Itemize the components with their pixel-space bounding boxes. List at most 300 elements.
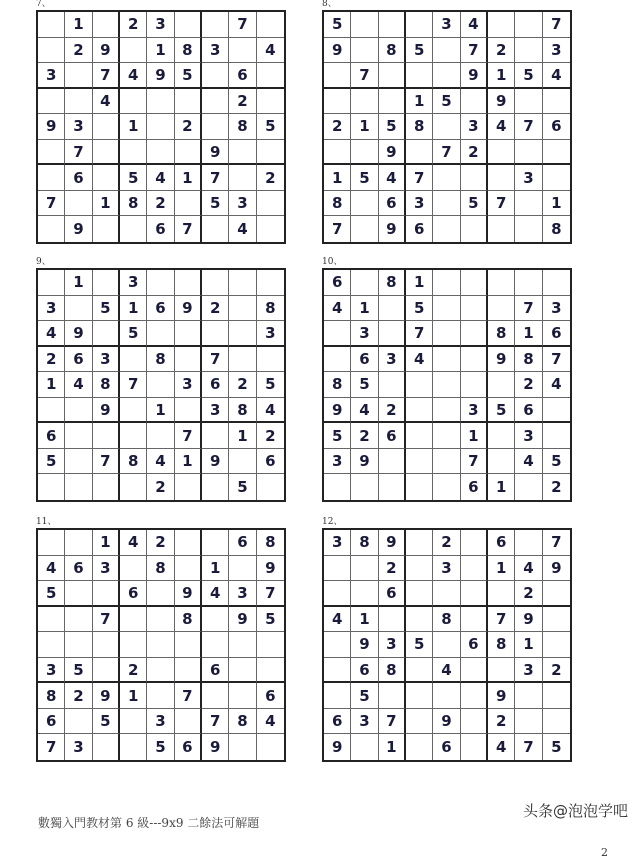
sudoku-cell xyxy=(324,474,351,500)
sudoku-cell xyxy=(229,556,256,582)
sudoku-cell: 8 xyxy=(488,632,515,658)
sudoku-cell xyxy=(543,423,570,449)
sudoku-cell xyxy=(229,734,256,760)
sudoku-grid xyxy=(36,268,286,502)
sudoku-cell: 3 xyxy=(93,556,120,582)
sudoku-cell xyxy=(406,423,433,449)
sudoku-cell xyxy=(120,140,147,166)
sudoku-cell xyxy=(461,321,488,347)
sudoku-cell xyxy=(120,632,147,658)
sudoku-cell xyxy=(147,372,174,398)
sudoku-cell: 9 xyxy=(175,581,202,607)
sudoku-cell xyxy=(406,372,433,398)
sudoku-cell xyxy=(93,165,120,191)
sudoku-cell xyxy=(543,709,570,735)
sudoku-cell xyxy=(65,474,92,500)
sudoku-cell xyxy=(120,38,147,64)
sudoku-cell: 5 xyxy=(229,474,256,500)
sudoku-cell xyxy=(488,372,515,398)
sudoku-cell xyxy=(257,734,284,760)
sudoku-cell: 9 xyxy=(351,632,378,658)
sudoku-cell: 6 xyxy=(257,449,284,475)
sudoku-cell xyxy=(202,321,229,347)
sudoku-cell: 9 xyxy=(433,709,460,735)
sudoku-cell xyxy=(433,398,460,424)
sudoku-cell xyxy=(515,474,542,500)
sudoku-cell xyxy=(120,216,147,242)
sudoku-cell: 9 xyxy=(324,734,351,760)
sudoku-cell: 1 xyxy=(351,607,378,633)
sudoku-cell xyxy=(65,530,92,556)
sudoku-cell xyxy=(351,191,378,217)
sudoku-cell xyxy=(202,12,229,38)
sudoku-cell xyxy=(488,423,515,449)
sudoku-cell: 9 xyxy=(461,63,488,89)
sudoku-cell: 6 xyxy=(351,658,378,684)
sudoku-cell: 7 xyxy=(65,140,92,166)
sudoku-cell xyxy=(543,140,570,166)
sudoku-cell: 2 xyxy=(324,114,351,140)
sudoku-cell xyxy=(257,216,284,242)
sudoku-cell: 1 xyxy=(515,632,542,658)
sudoku-grid xyxy=(36,10,286,244)
sudoku-cell: 8 xyxy=(488,321,515,347)
sudoku-cell xyxy=(379,89,406,115)
sudoku-cell xyxy=(65,449,92,475)
sudoku-cell xyxy=(433,372,460,398)
sudoku-cell: 5 xyxy=(351,165,378,191)
sudoku-cell: 3 xyxy=(461,114,488,140)
sudoku-cell: 9 xyxy=(257,556,284,582)
sudoku-cell xyxy=(324,347,351,373)
sudoku-cell: 3 xyxy=(461,398,488,424)
sudoku-cell: 4 xyxy=(488,734,515,760)
sudoku-cell: 6 xyxy=(379,581,406,607)
sudoku-cell: 2 xyxy=(65,38,92,64)
sudoku-cell: 6 xyxy=(433,734,460,760)
sudoku-cell xyxy=(65,709,92,735)
sudoku-cell: 5 xyxy=(406,38,433,64)
sudoku-cell xyxy=(65,398,92,424)
sudoku-cell: 1 xyxy=(488,63,515,89)
sudoku-cell: 6 xyxy=(515,398,542,424)
sudoku-cell: 1 xyxy=(324,165,351,191)
sudoku-cell xyxy=(351,270,378,296)
sudoku-cell xyxy=(202,89,229,115)
sudoku-cell: 6 xyxy=(202,372,229,398)
sudoku-cell: 9 xyxy=(38,114,65,140)
sudoku-cell: 3 xyxy=(433,556,460,582)
sudoku-cell xyxy=(433,474,460,500)
sudoku-cell xyxy=(175,474,202,500)
sudoku-cell xyxy=(147,270,174,296)
sudoku-cell xyxy=(324,581,351,607)
sudoku-cell: 7 xyxy=(461,38,488,64)
sudoku-puzzle-12 xyxy=(322,517,572,762)
sudoku-cell: 9 xyxy=(324,38,351,64)
sudoku-cell: 8 xyxy=(147,556,174,582)
sudoku-cell: 7 xyxy=(93,63,120,89)
sudoku-cell xyxy=(406,63,433,89)
sudoku-cell xyxy=(461,530,488,556)
sudoku-cell xyxy=(147,89,174,115)
sudoku-cell xyxy=(202,632,229,658)
sudoku-cell xyxy=(515,530,542,556)
sudoku-cell: 6 xyxy=(202,658,229,684)
sudoku-cell: 7 xyxy=(488,191,515,217)
sudoku-cell: 4 xyxy=(229,216,256,242)
sudoku-cell xyxy=(229,321,256,347)
sudoku-cell: 6 xyxy=(229,530,256,556)
sudoku-cell xyxy=(324,632,351,658)
sudoku-cell xyxy=(257,140,284,166)
sudoku-cell: 9 xyxy=(93,398,120,424)
sudoku-cell: 4 xyxy=(120,530,147,556)
sudoku-cell: 1 xyxy=(38,372,65,398)
sudoku-cell xyxy=(543,581,570,607)
sudoku-cell: 8 xyxy=(229,398,256,424)
sudoku-cell xyxy=(433,296,460,322)
sudoku-cell: 7 xyxy=(461,449,488,475)
sudoku-cell: 8 xyxy=(515,347,542,373)
sudoku-cell: 1 xyxy=(406,270,433,296)
sudoku-cell xyxy=(257,12,284,38)
sudoku-cell: 2 xyxy=(515,372,542,398)
sudoku-cell xyxy=(406,12,433,38)
sudoku-cell xyxy=(406,709,433,735)
sudoku-cell: 4 xyxy=(433,658,460,684)
sudoku-cell xyxy=(229,296,256,322)
sudoku-cell: 3 xyxy=(120,270,147,296)
sudoku-cell: 7 xyxy=(120,372,147,398)
sudoku-cell: 2 xyxy=(120,12,147,38)
sudoku-cell xyxy=(461,734,488,760)
sudoku-cell xyxy=(515,89,542,115)
puzzle-number-label: 8、 xyxy=(322,0,337,9)
sudoku-cell xyxy=(324,683,351,709)
sudoku-cell: 1 xyxy=(543,191,570,217)
sudoku-cell: 5 xyxy=(406,632,433,658)
sudoku-cell: 9 xyxy=(229,607,256,633)
sudoku-cell: 9 xyxy=(202,734,229,760)
sudoku-cell xyxy=(461,372,488,398)
sudoku-cell: 4 xyxy=(65,372,92,398)
sudoku-cell xyxy=(175,89,202,115)
sudoku-cell: 1 xyxy=(488,556,515,582)
sudoku-cell xyxy=(351,216,378,242)
sudoku-cell xyxy=(461,658,488,684)
sudoku-cell xyxy=(65,191,92,217)
sudoku-cell xyxy=(433,347,460,373)
sudoku-cell: 5 xyxy=(324,12,351,38)
sudoku-cell: 7 xyxy=(229,12,256,38)
sudoku-cell: 3 xyxy=(38,658,65,684)
sudoku-cell: 1 xyxy=(351,114,378,140)
sudoku-cell xyxy=(433,449,460,475)
sudoku-cell xyxy=(65,632,92,658)
sudoku-cell: 4 xyxy=(257,38,284,64)
page-footer-title: 數獨入門教材第 6 級---9x9 二餘法可解題 xyxy=(38,816,260,830)
sudoku-cell xyxy=(406,556,433,582)
sudoku-cell: 1 xyxy=(65,12,92,38)
sudoku-cell: 8 xyxy=(324,191,351,217)
sudoku-cell: 8 xyxy=(120,191,147,217)
sudoku-cell xyxy=(406,474,433,500)
sudoku-cell xyxy=(351,12,378,38)
sudoku-cell: 2 xyxy=(202,296,229,322)
sudoku-cell xyxy=(202,530,229,556)
sudoku-cell: 3 xyxy=(433,12,460,38)
sudoku-cell: 1 xyxy=(93,191,120,217)
sudoku-cell xyxy=(406,398,433,424)
sudoku-cell xyxy=(406,449,433,475)
sudoku-cell xyxy=(65,581,92,607)
sudoku-cell: 7 xyxy=(175,423,202,449)
sudoku-cell: 5 xyxy=(93,709,120,735)
sudoku-grid xyxy=(322,268,572,502)
sudoku-cell: 4 xyxy=(324,296,351,322)
sudoku-cell xyxy=(351,474,378,500)
sudoku-cell: 6 xyxy=(461,474,488,500)
sudoku-cell: 5 xyxy=(543,449,570,475)
sudoku-cell: 9 xyxy=(147,63,174,89)
sudoku-cell xyxy=(120,556,147,582)
sudoku-cell: 1 xyxy=(147,38,174,64)
sudoku-cell: 5 xyxy=(488,398,515,424)
sudoku-cell: 5 xyxy=(551,738,562,757)
sudoku-cell: 6 xyxy=(324,270,351,296)
sudoku-cell: 9 xyxy=(65,216,92,242)
sudoku-cell xyxy=(202,423,229,449)
sudoku-cell: 9 xyxy=(65,321,92,347)
sudoku-cell xyxy=(461,607,488,633)
sudoku-cell: 6 xyxy=(488,530,515,556)
sudoku-cell: 3 xyxy=(543,38,570,64)
sudoku-cell xyxy=(38,632,65,658)
sudoku-cell xyxy=(38,12,65,38)
sudoku-cell: 8 xyxy=(379,270,406,296)
sudoku-cell: 2 xyxy=(229,89,256,115)
sudoku-cell xyxy=(488,165,515,191)
sudoku-cell: 3 xyxy=(147,709,174,735)
sudoku-cell: 8 xyxy=(93,372,120,398)
sudoku-cell xyxy=(229,140,256,166)
sudoku-cell: 6 xyxy=(38,423,65,449)
sudoku-cell xyxy=(461,165,488,191)
sudoku-cell: 1 xyxy=(229,423,256,449)
sudoku-cell xyxy=(461,216,488,242)
sudoku-cell: 7 xyxy=(488,607,515,633)
puzzle-number-label: 10、 xyxy=(322,257,343,267)
sudoku-cell xyxy=(515,683,542,709)
sudoku-cell xyxy=(147,423,174,449)
sudoku-cell xyxy=(433,270,460,296)
sudoku-cell xyxy=(351,556,378,582)
sudoku-cell xyxy=(379,12,406,38)
sudoku-cell xyxy=(433,581,460,607)
sudoku-cell: 2 xyxy=(351,423,378,449)
sudoku-cell: 4 xyxy=(120,63,147,89)
sudoku-cell: 1 xyxy=(351,296,378,322)
sudoku-cell xyxy=(461,709,488,735)
sudoku-cell: 7 xyxy=(543,12,570,38)
watermark: 头条@泡泡学吧 xyxy=(522,802,628,820)
sudoku-cell: 5 xyxy=(38,449,65,475)
sudoku-cell: 9 xyxy=(543,556,570,582)
sudoku-cell: 9 xyxy=(202,449,229,475)
sudoku-cell: 2 xyxy=(229,372,256,398)
sudoku-cell xyxy=(38,140,65,166)
sudoku-cell: 2 xyxy=(147,474,174,500)
sudoku-cell xyxy=(257,658,284,684)
sudoku-cell: 2 xyxy=(257,165,284,191)
sudoku-cell xyxy=(175,321,202,347)
sudoku-cell: 4 xyxy=(324,607,351,633)
sudoku-cell: 7 xyxy=(38,734,65,760)
sudoku-cell xyxy=(543,632,570,658)
sudoku-cell: 5 xyxy=(38,581,65,607)
sudoku-cell: 5 xyxy=(351,683,378,709)
sudoku-cell: 9 xyxy=(488,89,515,115)
sudoku-cell: 3 xyxy=(406,191,433,217)
sudoku-cell: 1 xyxy=(406,89,433,115)
sudoku-cell: 3 xyxy=(202,398,229,424)
sudoku-cell: 4 xyxy=(543,372,570,398)
sudoku-cell xyxy=(147,607,174,633)
sudoku-cell: 6 xyxy=(351,347,378,373)
sudoku-cell: 6 xyxy=(406,216,433,242)
sudoku-cell: 3 xyxy=(515,423,542,449)
sudoku-cell: 1 xyxy=(461,423,488,449)
sudoku-cell xyxy=(202,114,229,140)
sudoku-cell xyxy=(229,270,256,296)
sudoku-cell: 5 xyxy=(175,63,202,89)
sudoku-cell xyxy=(379,372,406,398)
sudoku-grid xyxy=(322,528,572,762)
sudoku-cell xyxy=(379,296,406,322)
sudoku-cell: 6 xyxy=(324,709,351,735)
sudoku-cell: 5 xyxy=(324,423,351,449)
sudoku-cell: 1 xyxy=(93,530,120,556)
sudoku-cell: 5 xyxy=(120,321,147,347)
sudoku-cell xyxy=(515,216,542,242)
sudoku-cell xyxy=(175,658,202,684)
sudoku-cell: 3 xyxy=(351,709,378,735)
sudoku-cell: 1 xyxy=(120,114,147,140)
sudoku-cell: 1 xyxy=(379,734,406,760)
sudoku-cell xyxy=(175,12,202,38)
sudoku-cell xyxy=(120,347,147,373)
sudoku-cell: 9 xyxy=(175,296,202,322)
sudoku-cell: 5 xyxy=(515,63,542,89)
sudoku-cell: 3 xyxy=(379,632,406,658)
sudoku-cell: 2 xyxy=(488,709,515,735)
sudoku-cell: 5 xyxy=(202,191,229,217)
sudoku-cell: 2 xyxy=(147,530,174,556)
sudoku-cell xyxy=(229,683,256,709)
sudoku-cell xyxy=(229,165,256,191)
sudoku-cell xyxy=(202,683,229,709)
sudoku-cell: 9 xyxy=(488,347,515,373)
sudoku-cell: 9 xyxy=(93,683,120,709)
sudoku-cell: 7 xyxy=(38,191,65,217)
sudoku-cell xyxy=(433,423,460,449)
sudoku-cell: 4 xyxy=(38,556,65,582)
sudoku-cell xyxy=(433,683,460,709)
sudoku-cell xyxy=(406,607,433,633)
sudoku-cell: 3 xyxy=(38,63,65,89)
sudoku-cell: 5 xyxy=(120,165,147,191)
sudoku-cell: 6 xyxy=(229,63,256,89)
sudoku-cell xyxy=(175,556,202,582)
sudoku-cell: 9 xyxy=(515,607,542,633)
sudoku-cell: 2 xyxy=(543,658,570,684)
sudoku-puzzle-11 xyxy=(36,517,286,762)
sudoku-cell: 3 xyxy=(147,12,174,38)
sudoku-cell xyxy=(175,270,202,296)
sudoku-cell xyxy=(379,474,406,500)
sudoku-cell xyxy=(379,321,406,347)
sudoku-cell: 7 xyxy=(515,296,542,322)
sudoku-cell: 5 xyxy=(65,658,92,684)
sudoku-cell xyxy=(93,658,120,684)
sudoku-cell xyxy=(120,607,147,633)
puzzle-number-label: 11、 xyxy=(36,517,57,527)
sudoku-cell xyxy=(324,321,351,347)
puzzle-number-label: 9、 xyxy=(36,257,51,267)
sudoku-cell xyxy=(38,165,65,191)
sudoku-cell: 8 xyxy=(147,347,174,373)
sudoku-cell: 3 xyxy=(515,165,542,191)
sudoku-cell: 4 xyxy=(406,347,433,373)
sudoku-cell xyxy=(65,63,92,89)
sudoku-cell: 9 xyxy=(488,683,515,709)
sudoku-cell xyxy=(65,89,92,115)
sudoku-cell xyxy=(229,658,256,684)
sudoku-cell: 1 xyxy=(175,449,202,475)
sudoku-cell xyxy=(38,607,65,633)
sudoku-cell: 2 xyxy=(379,556,406,582)
sudoku-cell xyxy=(543,607,570,633)
page-number: 2 xyxy=(601,846,608,859)
sudoku-cell: 8 xyxy=(433,607,460,633)
sudoku-cell: 2 xyxy=(65,683,92,709)
sudoku-cell xyxy=(38,216,65,242)
sudoku-cell: 7 xyxy=(202,165,229,191)
sudoku-cell: 7 xyxy=(202,709,229,735)
sudoku-cell xyxy=(93,581,120,607)
sudoku-cell: 5 xyxy=(257,114,284,140)
sudoku-puzzle-8 xyxy=(322,0,572,244)
sudoku-cell: 8 xyxy=(175,38,202,64)
sudoku-cell: 7 xyxy=(406,165,433,191)
sudoku-cell: 8 xyxy=(406,114,433,140)
sudoku-cell: 4 xyxy=(379,165,406,191)
sudoku-cell xyxy=(93,114,120,140)
sudoku-cell xyxy=(147,683,174,709)
sudoku-cell: 2 xyxy=(433,530,460,556)
sudoku-puzzle-10 xyxy=(322,257,572,502)
sudoku-cell: 2 xyxy=(515,581,542,607)
sudoku-cell xyxy=(229,449,256,475)
sudoku-cell: 8 xyxy=(229,114,256,140)
sudoku-cell: 1 xyxy=(120,296,147,322)
sudoku-cell: 6 xyxy=(379,191,406,217)
sudoku-cell xyxy=(543,683,570,709)
sudoku-cell xyxy=(120,89,147,115)
sudoku-cell: 8 xyxy=(351,530,378,556)
sudoku-cell xyxy=(175,140,202,166)
